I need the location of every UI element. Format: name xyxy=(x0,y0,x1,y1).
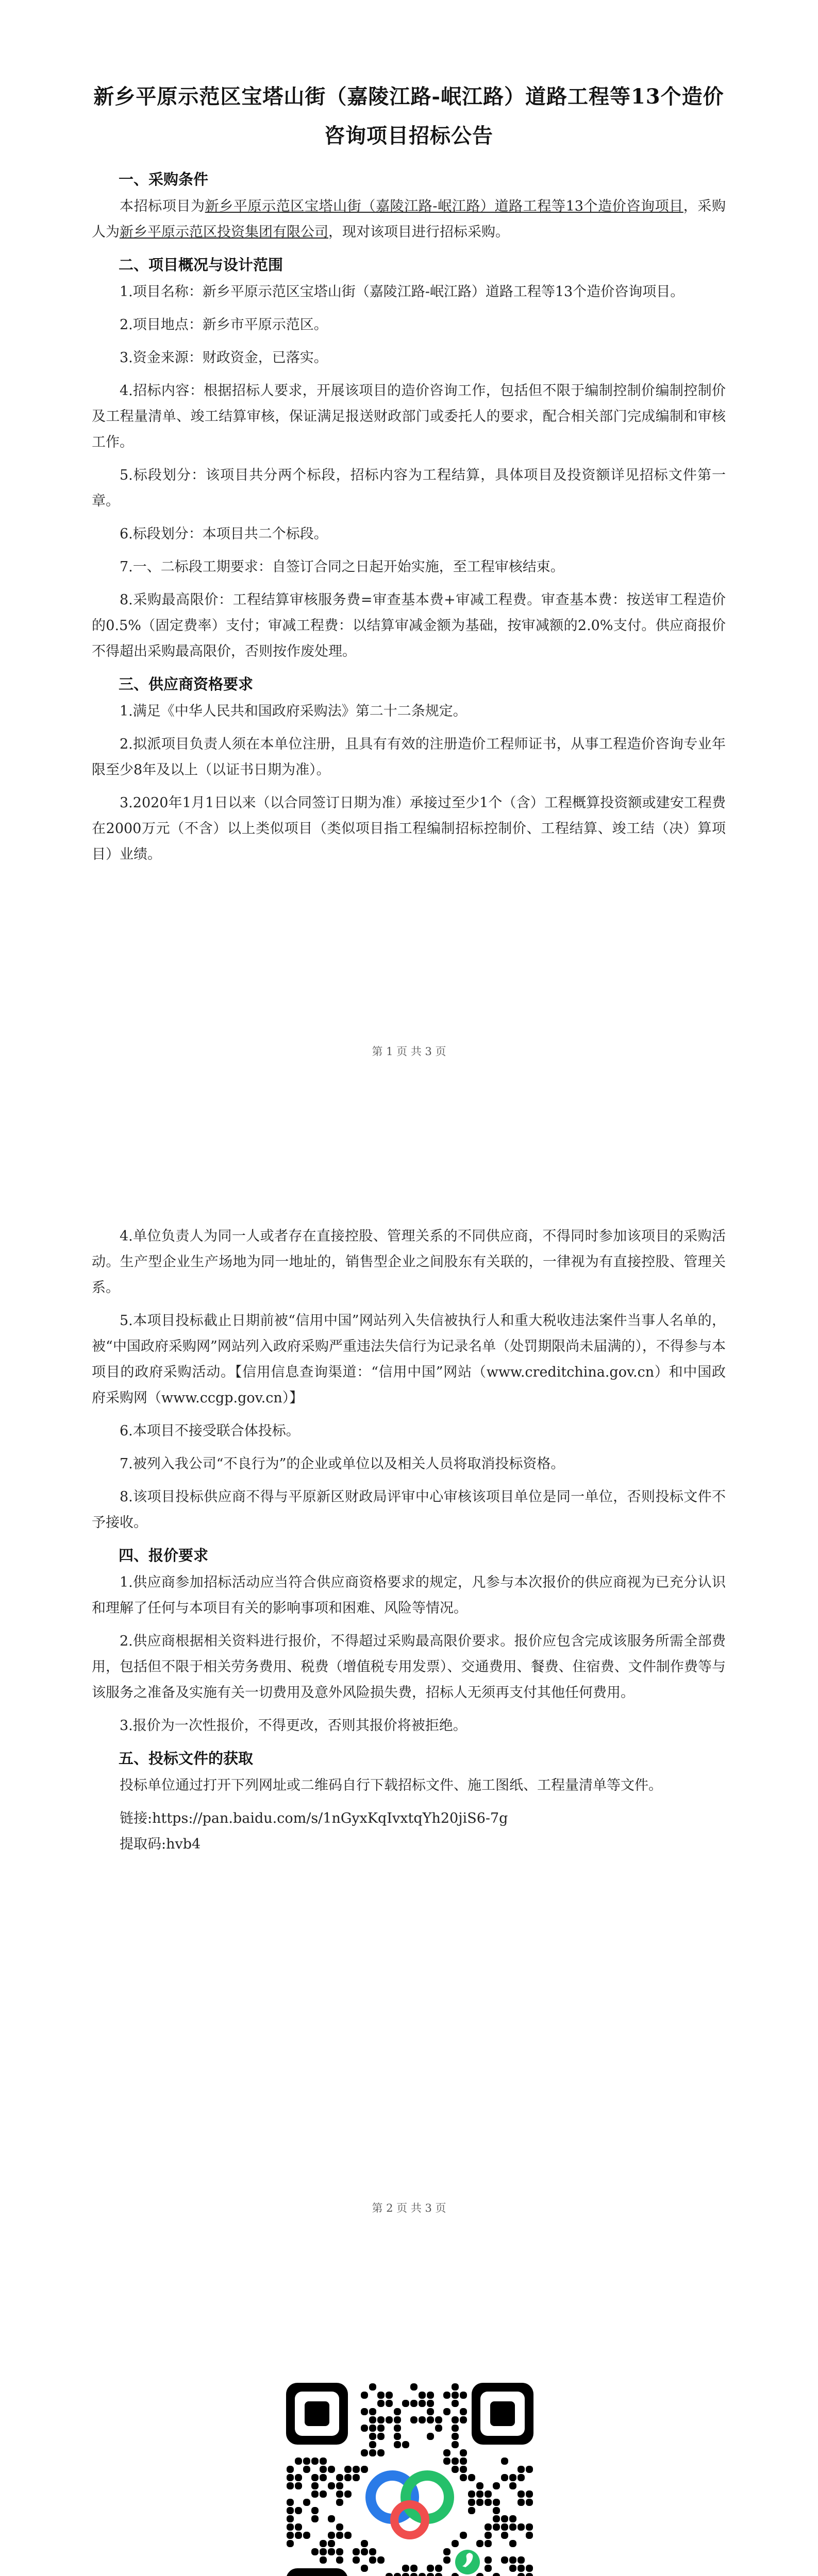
qr-module xyxy=(295,2532,302,2539)
qr-module xyxy=(452,2400,459,2407)
qr-module xyxy=(386,2573,393,2576)
qr-module xyxy=(402,2573,409,2576)
qr-module xyxy=(501,2556,508,2564)
qr-module xyxy=(517,2573,525,2576)
qr-module xyxy=(435,2425,442,2432)
qr-module xyxy=(493,2507,500,2514)
qr-module xyxy=(485,2532,492,2539)
qr-module xyxy=(402,2400,409,2407)
qr-module xyxy=(320,2458,327,2465)
qr-module xyxy=(386,2416,393,2424)
qr-module xyxy=(526,2490,533,2498)
qr-module xyxy=(311,2458,319,2465)
qr-module xyxy=(509,2540,516,2547)
qr-module xyxy=(410,2400,418,2407)
page-footer-2: 第 2 页 共 3 页 xyxy=(372,2202,446,2214)
qr-module xyxy=(468,2490,475,2498)
qr-module xyxy=(287,2515,294,2522)
qr-module xyxy=(452,2540,459,2547)
qr-module xyxy=(311,2490,319,2498)
qr-module xyxy=(517,2499,525,2506)
qr-module xyxy=(427,2408,434,2415)
qr-module xyxy=(517,2523,525,2531)
qr-module xyxy=(517,2565,525,2572)
title-line-1: 新乡平原示范区宝塔山街（嘉陵江路-岷江路）道路工程等13个造价 xyxy=(93,84,724,109)
qr-module xyxy=(303,2466,310,2473)
qr-module xyxy=(443,2392,450,2399)
qr-module xyxy=(435,2565,442,2572)
qr-module xyxy=(452,2392,459,2399)
qr-module xyxy=(328,2548,335,2555)
qr-module xyxy=(526,2466,533,2473)
section-4-item-3: 3.报价为一次性报价，不得更改，否则其报价将被拒绝。 xyxy=(120,1718,467,1734)
qr-module xyxy=(485,2499,492,2506)
qr-module xyxy=(452,2383,459,2391)
qr-module xyxy=(328,2532,335,2539)
qr-module xyxy=(509,2523,516,2531)
qr-module xyxy=(485,2523,492,2531)
qr-module xyxy=(295,2523,302,2531)
qr-module xyxy=(460,2408,467,2415)
qr-module xyxy=(353,2466,360,2473)
qr-module xyxy=(320,2556,327,2564)
qr-module xyxy=(394,2441,401,2448)
qr-module xyxy=(361,2548,368,2555)
qr-module xyxy=(369,2548,376,2555)
page-2 xyxy=(0,1157,818,2313)
qr-module xyxy=(460,2449,467,2456)
qr-module xyxy=(509,2556,516,2564)
qr-module xyxy=(460,2532,467,2539)
qr-module xyxy=(386,2400,393,2407)
qr-module xyxy=(485,2565,492,2572)
qr-module xyxy=(501,2474,508,2481)
qr-module xyxy=(353,2548,360,2555)
qr-module xyxy=(517,2466,525,2473)
page-footer-1: 第 1 页 共 3 页 xyxy=(372,1045,446,1058)
qr-module xyxy=(320,2474,327,2481)
qr-module xyxy=(509,2482,516,2489)
qr-module xyxy=(427,2392,434,2399)
qr-module xyxy=(427,2565,434,2572)
qr-module xyxy=(311,2474,319,2481)
qr-module xyxy=(328,2540,335,2547)
section-2-item-2: 2.项目地点：新乡市平原示范区。 xyxy=(120,317,328,333)
qr-module xyxy=(336,2523,343,2531)
qr-module xyxy=(394,2433,401,2440)
page-1 xyxy=(0,0,818,1157)
qr-module xyxy=(509,2474,516,2481)
qr-module xyxy=(476,2482,483,2489)
qr-module xyxy=(427,2573,434,2576)
qr-module xyxy=(501,2532,508,2539)
qr-module xyxy=(336,2474,343,2481)
section-3-item-8: 8.该项目投标供应商不得与平原新区财政局评审中心审核该项目单位是同一单位，否则投标文件不予接收。 xyxy=(92,1489,726,1531)
qr-module xyxy=(460,2416,467,2424)
section-2-item-7: 7.一、二标段工期要求：自签订合同之日起开始实施，至工程审核结束。 xyxy=(120,559,564,575)
qr-finder-top-right xyxy=(472,2383,533,2445)
qr-module xyxy=(369,2383,376,2391)
qr-module xyxy=(452,2433,459,2440)
section-5-heading: 五、投标文件的获取 xyxy=(119,1750,254,1767)
qr-module xyxy=(410,2383,418,2391)
qr-module xyxy=(311,2482,319,2489)
section-2-heading: 二、项目概况与设计范围 xyxy=(119,256,283,274)
qr-module xyxy=(361,2540,368,2547)
qr-module xyxy=(320,2490,327,2498)
qr-module xyxy=(353,2556,360,2564)
qr-module xyxy=(493,2523,500,2531)
qr-module xyxy=(526,2565,533,2572)
qr-module xyxy=(295,2458,302,2465)
qr-module xyxy=(336,2532,343,2539)
qr-module xyxy=(287,2499,294,2506)
section-1-heading: 一、采购条件 xyxy=(119,171,209,188)
qr-module xyxy=(394,2573,401,2576)
qr-module xyxy=(427,2400,434,2407)
qr-module xyxy=(402,2565,409,2572)
qr-module xyxy=(369,2416,376,2424)
qr-module xyxy=(361,2565,368,2572)
qr-module xyxy=(377,2392,385,2399)
section-3-item-6: 6.本项目不接受联合体投标。 xyxy=(120,1423,300,1439)
qr-module xyxy=(287,2507,294,2514)
page-1-content xyxy=(92,77,726,875)
qr-module xyxy=(287,2540,294,2547)
extraction-code: 提取码:hvb4 xyxy=(120,1836,201,1852)
qr-module xyxy=(377,2400,385,2407)
qr-module xyxy=(394,2416,401,2424)
section-4-heading: 四、报价要求 xyxy=(119,1547,209,1564)
qr-module xyxy=(344,2532,352,2539)
qr-module xyxy=(361,2466,368,2473)
buyer-name-underlined: 新乡平原示范区投资集团有限公司 xyxy=(120,224,328,240)
qr-module xyxy=(336,2482,343,2489)
qr-module xyxy=(328,2466,335,2473)
section-2-item-3: 3.资金来源：财政资金，已落实。 xyxy=(120,350,328,366)
qr-module xyxy=(452,2425,459,2432)
qr-module xyxy=(517,2556,525,2564)
qr-module xyxy=(443,2408,450,2415)
qr-module xyxy=(328,2515,335,2522)
qr-module xyxy=(526,2532,533,2539)
qr-module xyxy=(468,2499,475,2506)
qr-finder-bottom-left xyxy=(286,2568,348,2576)
section-3-item-7: 7.被列入我公司“不良行为”的企业或单位以及相关人员将取消投标资格。 xyxy=(120,1456,565,1472)
qr-module xyxy=(394,2425,401,2432)
qr-module xyxy=(361,2425,368,2432)
download-link[interactable]: 链接:https://pan.baidu.com/s/1nGyxKqIvxtqYh20jiS6-7g xyxy=(120,1810,508,1826)
qr-module xyxy=(303,2532,310,2539)
section-4-item-2: 2.供应商根据相关资料进行报价，不得超过采购最高限价要求。报价应包含完成该服务所需全部费用，包括但不限于相关劳务费用、税费（增值税专用发票）、交通费用、餐费、住宿费、文件制作费等与该服务之准备及实施有关一切费用及意外风险损失费，招标人无须再支付其他任何费用。 xyxy=(92,1633,726,1701)
qr-module xyxy=(377,2449,385,2456)
section-2-item-1: 1.项目名称：新乡平原示范区宝塔山街（嘉陵江路-岷江路）道路工程等13个造价咨询项目。 xyxy=(120,284,685,300)
qr-module xyxy=(493,2573,500,2576)
qr-module xyxy=(369,2441,376,2448)
qr-module xyxy=(353,2474,360,2481)
qr-module xyxy=(419,2400,426,2407)
qr-module xyxy=(435,2416,442,2424)
qr-module xyxy=(369,2449,376,2456)
qr-module xyxy=(287,2523,294,2531)
qr-module xyxy=(320,2466,327,2473)
qr-module xyxy=(369,2408,376,2415)
qr-module xyxy=(295,2474,302,2481)
qr-module xyxy=(501,2515,508,2522)
qr-module xyxy=(452,2441,459,2448)
qr-module xyxy=(419,2416,426,2424)
qr-module xyxy=(410,2573,418,2576)
qr-module xyxy=(526,2499,533,2506)
qr-module xyxy=(452,2416,459,2424)
section-4-item-1: 1.供应商参加招标活动应当符合供应商资格要求的规定，凡参与本次报价的供应商视为已充分认识和理解了任何与本项目有关的影响事项和困难、风险等情况。 xyxy=(92,1574,726,1616)
section-1-paragraph xyxy=(92,194,726,245)
qr-module xyxy=(311,2548,319,2555)
qr-module xyxy=(468,2474,475,2481)
qr-module xyxy=(377,2416,385,2424)
qr-module xyxy=(336,2548,343,2555)
section-3-item-3: 3.2020年1月1日以来（以合同签订日期为准）承接过至少1个（含）工程概算投资额或建安工程费在2000万元（不含）以上类似项目（类似项目指工程编制招标控制价、工程结算、竣工结（决）算项目）业绩。 xyxy=(92,795,726,862)
qr-module xyxy=(344,2466,352,2473)
qr-module xyxy=(287,2466,294,2473)
qr-module xyxy=(344,2490,352,2498)
section-3-heading: 三、供应商资格要求 xyxy=(119,675,254,693)
qr-finder-top-left xyxy=(286,2383,348,2445)
qr-module xyxy=(402,2441,409,2448)
qr-module xyxy=(501,2523,508,2531)
qr-module xyxy=(287,2474,294,2481)
section-3-item-1: 1.满足《中华人民共和国政府采购法》第二十二条规定。 xyxy=(120,703,467,719)
section-3-item-4: 4.单位负责人为同一人或者存在直接控股、管理关系的不同供应商，不得同时参加该项目的采购活动。生产型企业生产场地为同一地址的，销售型企业之间股东有关联的，一律视为有直接控股、管理关系。 xyxy=(92,1228,726,1296)
qr-module xyxy=(410,2416,418,2424)
qr-module xyxy=(509,2565,516,2572)
qr-module xyxy=(443,2458,450,2465)
mini-program-badge-icon xyxy=(452,2547,483,2576)
page-3 xyxy=(0,2313,818,2576)
qr-module xyxy=(501,2458,508,2465)
qr-module xyxy=(311,2515,319,2522)
qr-module xyxy=(485,2490,492,2498)
qr-module xyxy=(336,2490,343,2498)
qr-module xyxy=(476,2499,483,2506)
qr-module xyxy=(419,2392,426,2399)
qr-module xyxy=(509,2515,516,2522)
qr-module xyxy=(369,2556,376,2564)
qr-module xyxy=(336,2499,343,2506)
qr-code-image[interactable] xyxy=(265,2362,554,2576)
section-3-item-5: 5.本项目投标截止日期前被“信用中国”网站列入失信被执行人和重大税收违法案件当事人名单的，被“中国政府采购网”网站列入政府采购严重违法失信行为记录名单（处罚期限尚未届满的），不得参与本项目的政府采购活动。【信用信息查询渠道：“信用中国”网站（www.creditchina.gov.cn）和中国政府采购网（www.ccgp.gov.cn）】 xyxy=(92,1313,726,1406)
qr-module xyxy=(460,2392,467,2399)
text-run: ，采购人为 xyxy=(92,198,726,240)
qr-module xyxy=(377,2556,385,2564)
qr-module xyxy=(311,2507,319,2514)
qr-module xyxy=(443,2449,450,2456)
qr-module xyxy=(336,2556,343,2564)
section-5-item-1: 投标单位通过打开下列网址或二维码自行下载招标文件、施工图纸、工程量清单等文件。 xyxy=(120,1777,662,1793)
qr-module xyxy=(476,2490,483,2498)
qr-module xyxy=(303,2458,310,2465)
project-name-underlined: 新乡平原示范区宝塔山街（嘉陵江路-岷江路）道路工程等13个造价咨询项目 xyxy=(205,198,683,214)
qr-module xyxy=(526,2523,533,2531)
qr-module xyxy=(328,2482,335,2489)
qr-module xyxy=(394,2408,401,2415)
qr-module xyxy=(361,2392,368,2399)
qr-module xyxy=(287,2482,294,2489)
page-2-content xyxy=(92,1224,726,1865)
title-line-2: 咨询项目招标公告 xyxy=(324,124,493,148)
baidu-netdisk-logo-icon xyxy=(360,2457,459,2556)
qr-module xyxy=(493,2515,500,2522)
qr-module xyxy=(485,2556,492,2564)
qr-module xyxy=(443,2548,450,2555)
qr-module xyxy=(460,2466,467,2473)
qr-module xyxy=(369,2425,376,2432)
qr-module xyxy=(287,2532,294,2539)
qr-module xyxy=(452,2458,459,2465)
text-run: 本招标项目为 xyxy=(120,198,205,214)
qr-module xyxy=(493,2499,500,2506)
qr-module xyxy=(517,2474,525,2481)
section-3-item-2: 2.拟派项目负责人须在本单位注册，且具有有效的注册造价工程师证书，从事工程造价咨询专业年限至少8年及以上（以证书日期为准）。 xyxy=(92,736,726,778)
qr-module xyxy=(320,2540,327,2547)
qr-module xyxy=(493,2482,500,2489)
qr-module xyxy=(303,2499,310,2506)
qr-module xyxy=(295,2482,302,2489)
qr-module xyxy=(295,2507,302,2514)
qr-module xyxy=(476,2540,483,2547)
qr-module xyxy=(485,2540,492,2547)
qr-module xyxy=(526,2573,533,2576)
qr-module xyxy=(460,2458,467,2465)
qr-module xyxy=(468,2507,475,2514)
section-2-item-6: 6.标段划分：本项目共二个标段。 xyxy=(120,526,328,542)
qr-module xyxy=(460,2474,467,2481)
qr-module xyxy=(435,2573,442,2576)
qr-module xyxy=(427,2433,434,2440)
qr-module xyxy=(361,2408,368,2415)
qr-module xyxy=(320,2548,327,2555)
qr-module xyxy=(377,2425,385,2432)
qr-module xyxy=(517,2490,525,2498)
text-run: ，现对该项目进行招标采购。 xyxy=(328,224,509,240)
qr-module xyxy=(344,2474,352,2481)
qr-module xyxy=(410,2565,418,2572)
page-title xyxy=(92,77,726,156)
qr-module xyxy=(377,2433,385,2440)
qr-module xyxy=(452,2466,459,2473)
qr-module xyxy=(361,2449,368,2456)
qr-module xyxy=(386,2392,393,2399)
qr-module xyxy=(369,2433,376,2440)
section-2-item-4: 4.招标内容：根据招标人要求，开展该项目的造价咨询工作，包括但不限于编制控制价编制控制价及工程量清单、竣工结算审核，保证满足报送财政部门或委托人的要求，配合相关部门完成编制和审核工作。 xyxy=(92,383,726,450)
qr-module xyxy=(427,2416,434,2424)
section-2-item-5: 5.标段划分：该项目共分两个标段，招标内容为工程结算，具体项目及投资额详见招标文件第一章。 xyxy=(92,467,726,509)
section-2-item-8: 8.采购最高限价：工程结算审核服务费=审查基本费+审减工程费。审查基本费：按送审工程造价的0.5%（固定费率）支付；审减工程费：以结算审减金额为基础，按审减额的2.0%支付。供应商报价不得超出采购最高限价，否则按作废处理。 xyxy=(92,592,726,659)
qr-module xyxy=(443,2556,450,2564)
qr-module xyxy=(419,2573,426,2576)
